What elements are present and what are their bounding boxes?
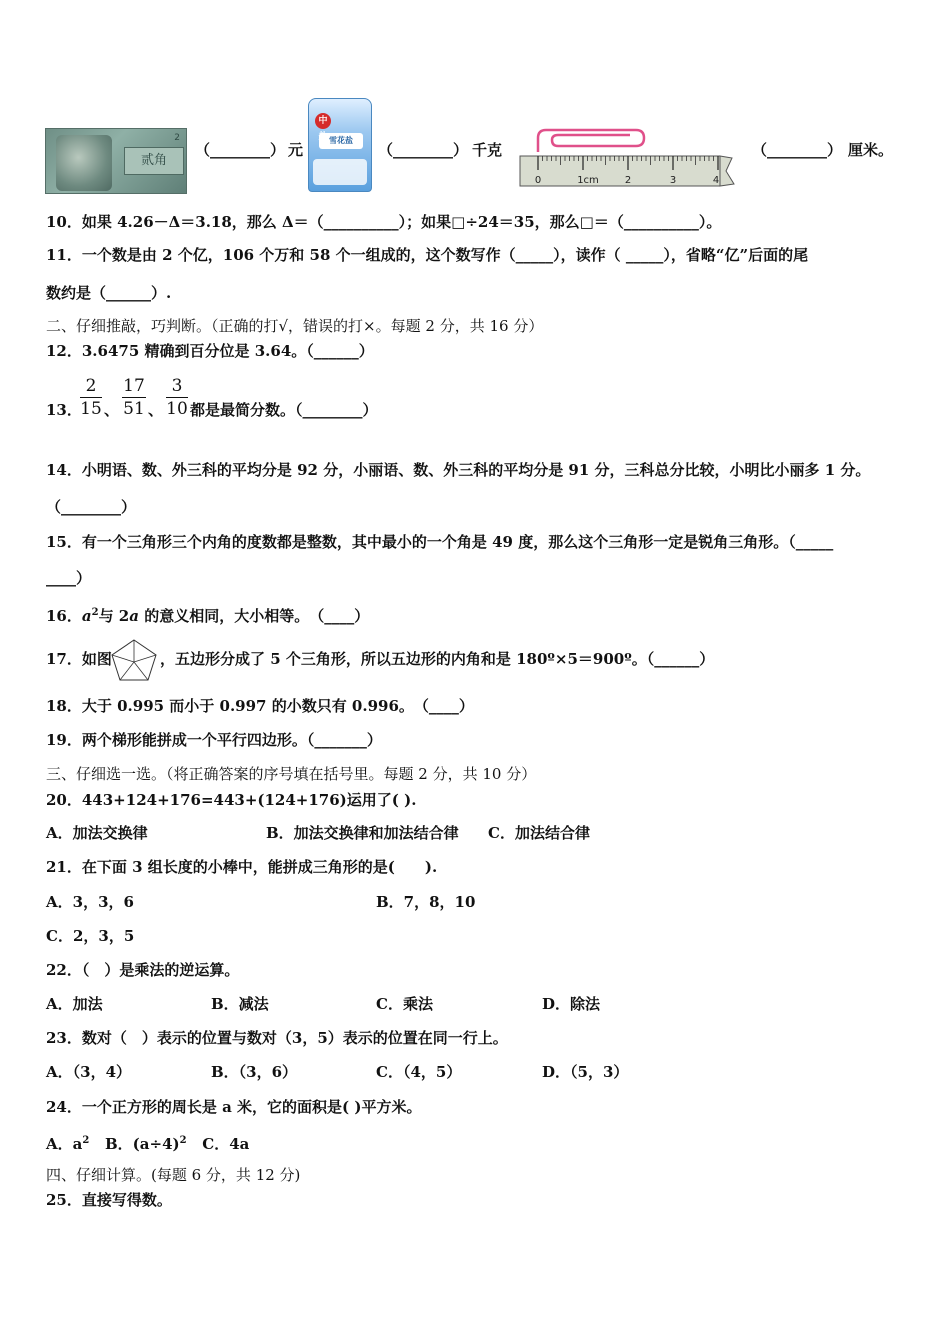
question-18: 18．大于 0.995 而小于 0.997 的小数只有 0.996。 （____） <box>46 697 474 715</box>
fraction-3-denominator: 10 <box>166 399 188 419</box>
option-a-text: A．a <box>46 1135 83 1153</box>
blank-yuan[interactable]: （________） <box>195 141 286 159</box>
option-a-exponent: 2 <box>82 1135 90 1146</box>
ruler-tick-2: 2 <box>624 175 632 186</box>
question-15-line2: ____） <box>46 569 92 587</box>
variable-a: a <box>81 607 92 625</box>
fraction-1-denominator: 15 <box>80 399 102 419</box>
question-23-option-b[interactable]: B．（3，6） <box>211 1063 298 1081</box>
banknote-image <box>45 128 187 194</box>
unit-yuan: 元 <box>288 141 304 159</box>
question-20-stem: 20．443+124+176=443+(124+176)运用了( ). <box>46 791 417 809</box>
question-21-option-c[interactable]: C．2，3，5 <box>46 927 135 945</box>
question-20-option-a[interactable]: A．加法交换律 <box>46 824 148 842</box>
unit-cm: 厘米。 <box>848 141 894 159</box>
fraction-3-numerator: 3 <box>171 376 183 396</box>
question-12: 12．3.6475 精确到百分位是 3.64。（______） <box>46 342 374 360</box>
ruler-body <box>520 156 720 186</box>
fraction-2-numerator: 17 <box>123 376 145 396</box>
banknote-value: 贰角 <box>124 147 184 175</box>
question-24-option-a[interactable] <box>46 1135 89 1153</box>
question-16-mid: 与 2 <box>98 607 130 625</box>
question-16-prefix: 16． <box>46 607 82 625</box>
blank-kg[interactable]: （________） <box>378 141 469 159</box>
variable-a-2: a <box>129 607 139 625</box>
section-3-heading: 三、仔细选一选。（将正确答案的序号填在括号里。每题 2 分，共 10 分） <box>46 765 537 783</box>
salt-label: 雪花盐 <box>319 133 363 149</box>
fraction-1-numerator: 2 <box>85 376 97 396</box>
banknote-portrait <box>56 135 112 191</box>
question-23-option-d[interactable]: D．（5，3） <box>542 1063 629 1081</box>
question-24-options <box>46 1131 249 1154</box>
question-21-option-b[interactable]: B．7，8，10 <box>376 893 476 911</box>
fraction-2 <box>122 375 146 420</box>
question-24-option-b[interactable] <box>105 1135 187 1153</box>
question-14-line1: 14．小明语、数、外三科的平均分是 92 分，小丽语、数、外三科的平均分是 91 分，三科总分比较，小明比小丽多 1 分。 <box>46 461 871 479</box>
question-17-suffix: ，五边形分成了 5 个三角形，所以五边形的内角和是 180º×5＝900º。（______） <box>160 650 715 668</box>
fraction-separator-2: 、 <box>148 401 164 419</box>
question-13-suffix: 都是最简分数。（________） <box>190 401 378 419</box>
ruler-torn-edge <box>720 156 734 186</box>
unit-kg: 千克 <box>472 141 503 159</box>
ruler-tick-3: 3 <box>669 175 677 186</box>
question-23-option-a[interactable]: A．（3，4） <box>46 1063 132 1081</box>
ruler-tick-4: 4 <box>712 175 720 186</box>
question-11-line1: 11．一个数是由 2 个亿，106 个万和 58 个一组成的，这个数写作（_____），读作（ _____），省略“亿”后面的尾 <box>46 246 809 264</box>
question-13-prefix: 13． <box>46 401 82 419</box>
question-19: 19．两个梯形能拼成一个平行四边形。（_______） <box>46 731 382 749</box>
question-21-stem: 21．在下面 3 组长度的小棒中，能拼成三角形的是( ). <box>46 858 438 876</box>
section-2-heading: 二、仔细推敲，巧判断。（正确的打√，错误的打×。每题 2 分，共 16 分） <box>46 317 544 335</box>
question-20-option-c[interactable]: C．加法结合律 <box>488 824 590 842</box>
question-22-option-d[interactable]: D．除法 <box>542 995 601 1013</box>
question-22-option-b[interactable]: B．减法 <box>211 995 269 1013</box>
fraction-1 <box>80 375 102 420</box>
question-22-option-c[interactable]: C．乘法 <box>376 995 433 1013</box>
ruler-with-paperclip-image <box>518 128 740 190</box>
question-20-option-b[interactable]: B．加法交换律和加法结合律 <box>266 824 459 842</box>
question-22-stem: 22．（ ）是乘法的逆运算。 <box>46 961 240 979</box>
question-15-line1: 15．有一个三角形三个内角的度数都是整数，其中最小的一个角是 49 度，那么这个三角形一定是锐角三角形。（_____ <box>46 533 834 551</box>
question-22-option-a[interactable]: A．加法 <box>46 995 103 1013</box>
exponent-2: 2 <box>91 607 99 618</box>
fraction-2-denominator: 51 <box>123 399 145 419</box>
section-4-heading: 四、仔细计算。(每题 6 分，共 12 分) <box>46 1166 301 1184</box>
option-b-exponent: 2 <box>179 1135 187 1146</box>
question-25: 25．直接写得数。 <box>46 1191 172 1209</box>
question-24-stem: 24．一个正方形的周长是 a 米，它的面积是( )平方米。 <box>46 1098 422 1116</box>
question-23-option-c[interactable]: C．（4，5） <box>376 1063 462 1081</box>
paperclip <box>538 130 644 152</box>
salt-brand-logo: 中 <box>315 113 331 129</box>
banknote-serial: 2 <box>174 133 180 143</box>
question-17-prefix: 17．如图 <box>46 650 112 668</box>
question-24-option-c[interactable]: C．4a <box>202 1135 250 1153</box>
question-11-line2: 数约是（______）. <box>46 284 172 302</box>
question-21-option-a[interactable]: A．3，3，6 <box>46 893 134 911</box>
question-14-line2: （________） <box>46 498 137 516</box>
question-16 <box>46 603 369 626</box>
question-23-stem: 23．数对（ ）表示的位置与数对（3，5）表示的位置在同一行上。 <box>46 1029 508 1047</box>
question-16-suffix: 的意义相同，大小相等。 （____） <box>138 607 370 625</box>
ruler-tick-0: 0 <box>534 175 542 186</box>
question-10: 10．如果 4.26－Δ＝3.18，那么 Δ＝（__________）；如果□÷24＝35，那么□＝（__________）。 <box>46 213 722 231</box>
fraction-separator-1: 、 <box>104 401 120 419</box>
ruler-tick-1cm: 1cm <box>577 175 599 186</box>
salt-bag-base <box>313 159 367 185</box>
salt-bag-image <box>308 98 372 192</box>
blank-cm[interactable]: （________） <box>752 141 843 159</box>
option-b-text: B．(a÷4) <box>105 1135 180 1153</box>
fraction-3 <box>166 375 188 420</box>
pentagon-diagram <box>110 638 158 682</box>
